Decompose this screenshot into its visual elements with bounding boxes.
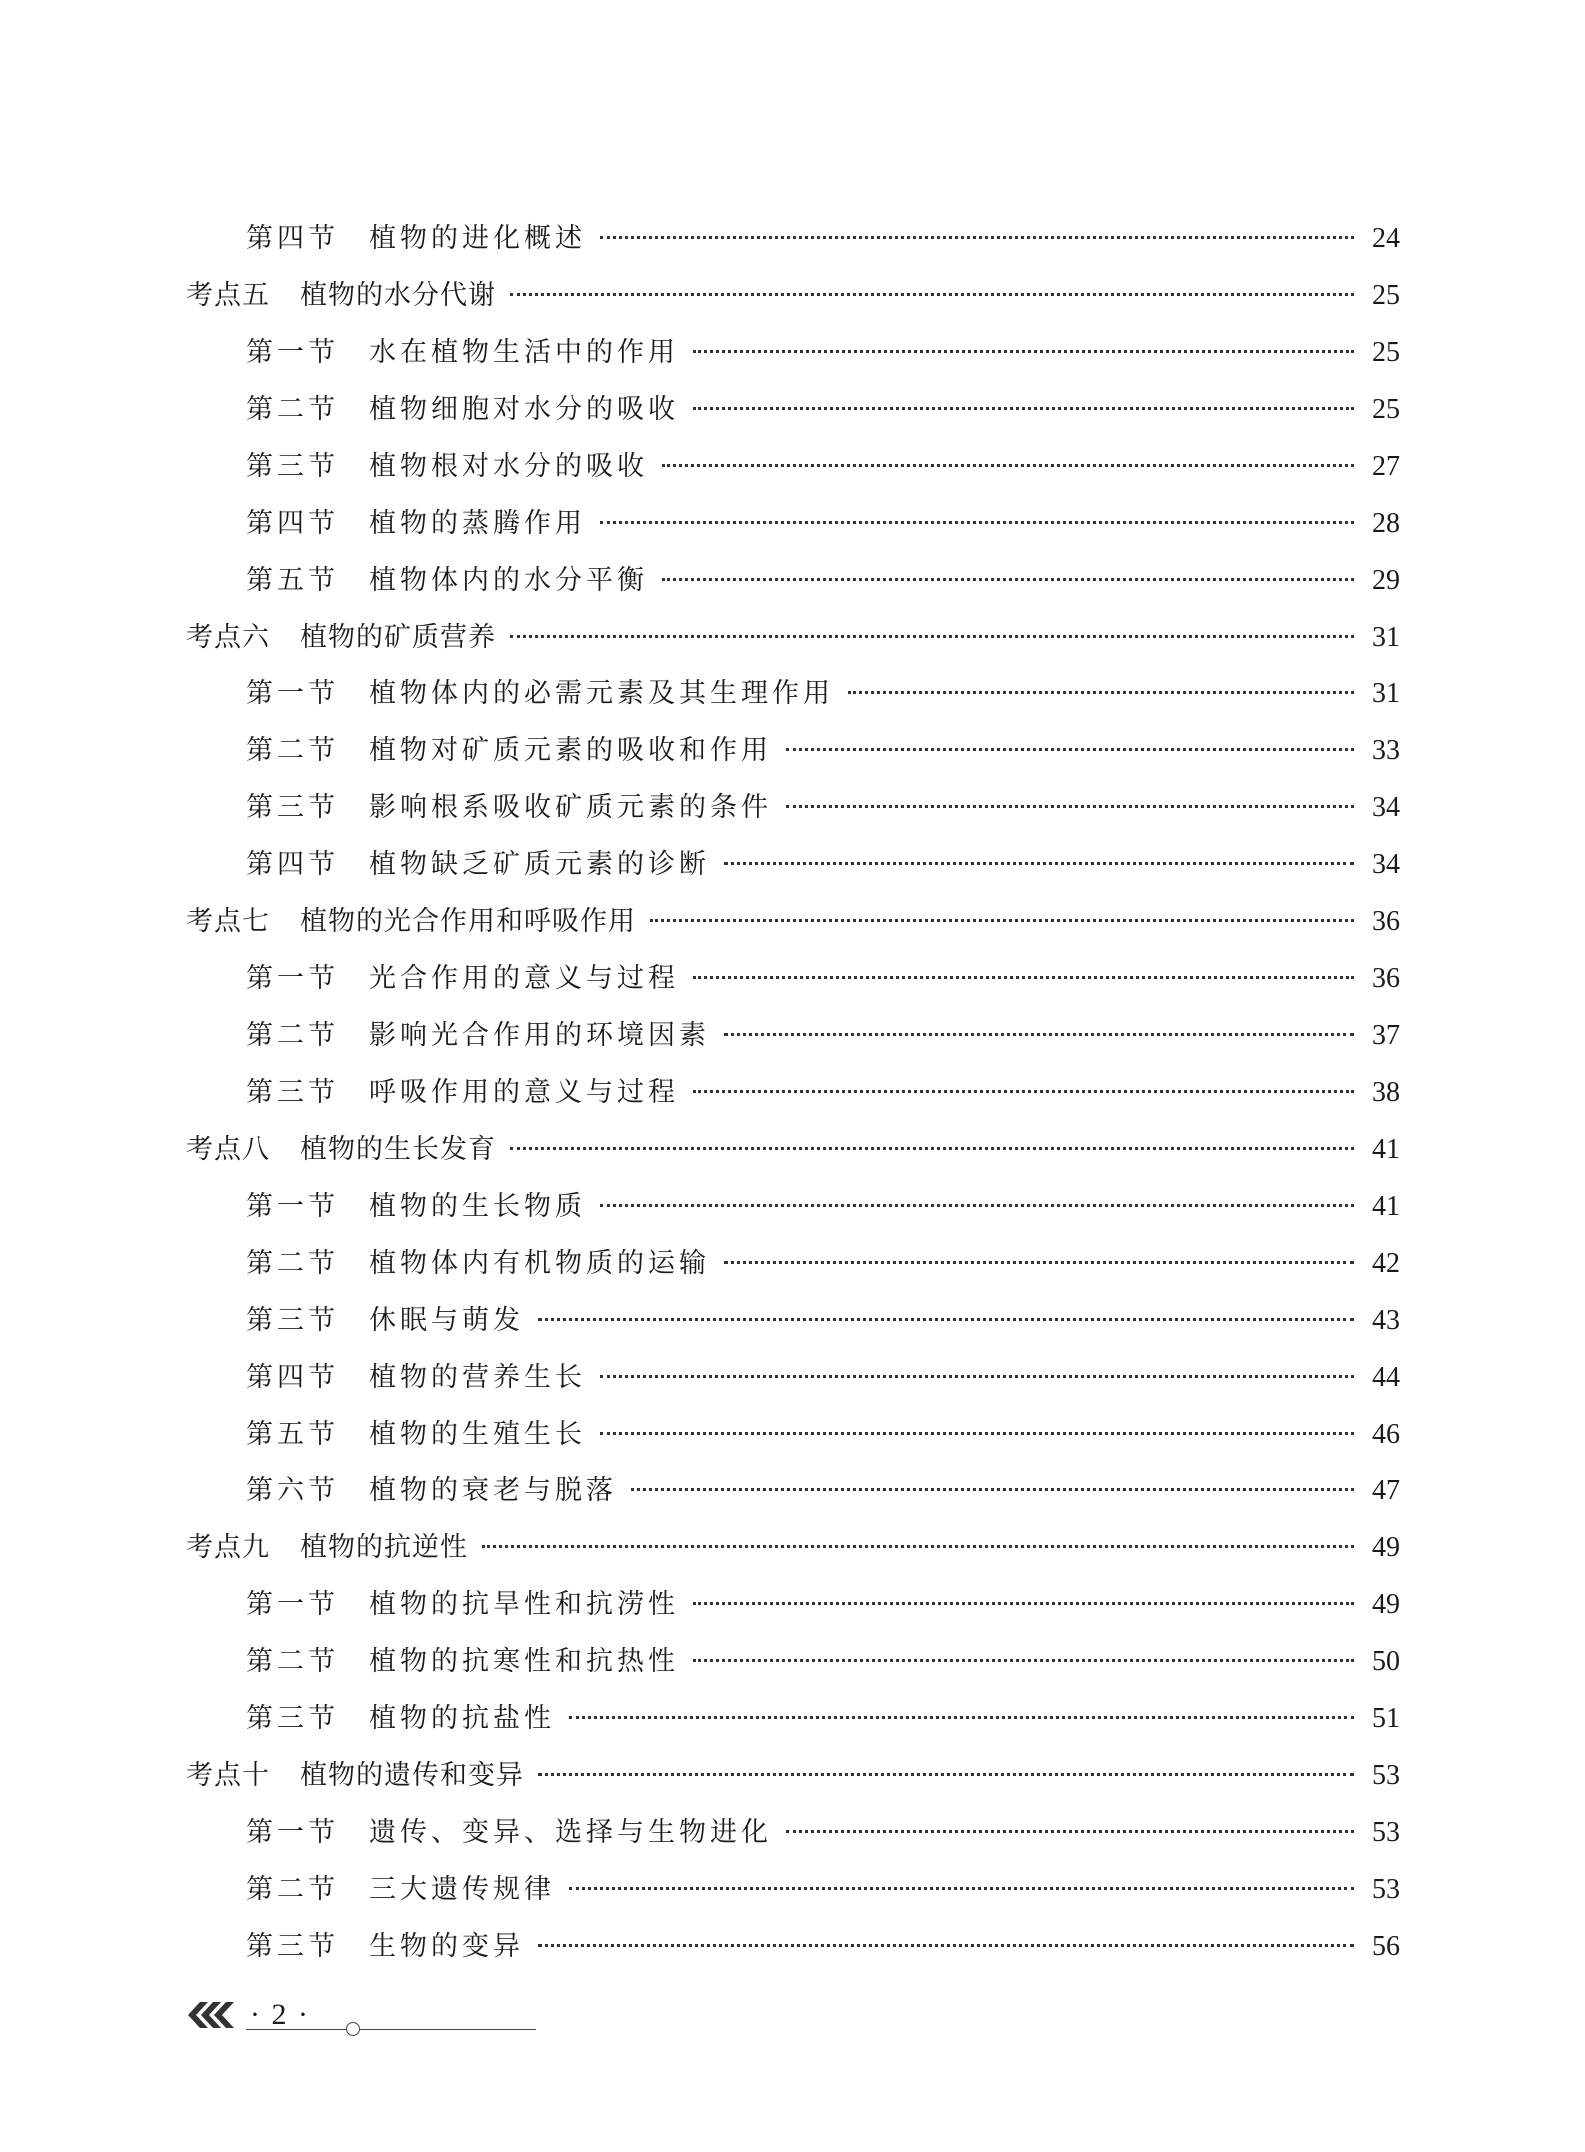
page-number: 46 xyxy=(1372,1419,1400,1450)
section-title: 植物根对水分的吸收 xyxy=(369,451,648,482)
page-number: 51 xyxy=(1372,1703,1400,1734)
section-number: 第一节 xyxy=(246,1191,339,1222)
leader-dots xyxy=(786,805,1354,808)
section-title: 植物的抗盐性 xyxy=(369,1703,555,1734)
section-title: 植物的衰老与脱落 xyxy=(369,1475,617,1506)
section-number: 第三节 xyxy=(246,792,339,823)
toc-entry-chapter[interactable] xyxy=(186,1528,1400,1568)
section-number: 第四节 xyxy=(246,1362,339,1393)
section-title: 植物的生殖生长 xyxy=(369,1419,586,1450)
page-number: 36 xyxy=(1372,963,1400,994)
section-number: 第三节 xyxy=(246,1305,339,1336)
page-number: 56 xyxy=(1372,1931,1400,1962)
section-title: 植物体内的水分平衡 xyxy=(369,565,648,596)
section-title: 植物缺乏矿质元素的诊断 xyxy=(369,849,710,880)
leader-dots xyxy=(693,1659,1354,1662)
leader-dots xyxy=(600,521,1354,524)
toc-entry-section[interactable] xyxy=(246,959,1400,999)
section-number: 第五节 xyxy=(246,565,339,596)
chevrons-left-icon xyxy=(186,2000,246,2030)
leader-dots xyxy=(693,1602,1354,1605)
leader-dots xyxy=(510,635,1354,638)
section-title: 植物的蒸腾作用 xyxy=(369,508,586,539)
leader-dots xyxy=(482,1545,1354,1548)
chapter-title: 植物的遗传和变异 xyxy=(300,1760,524,1791)
leader-dots xyxy=(786,1830,1354,1833)
section-title: 影响光合作用的环境因素 xyxy=(369,1020,710,1051)
section-number: 第一节 xyxy=(246,1589,339,1620)
section-number: 第五节 xyxy=(246,1419,339,1450)
leader-dots xyxy=(786,748,1354,751)
section-title: 植物体内有机物质的运输 xyxy=(369,1248,710,1279)
leader-dots xyxy=(600,1375,1354,1378)
leader-dots xyxy=(662,578,1354,581)
page-number: 41 xyxy=(1372,1134,1400,1165)
page-number: 53 xyxy=(1372,1760,1400,1791)
leader-dots xyxy=(724,1261,1354,1264)
section-title: 植物的进化概述 xyxy=(369,223,586,254)
section-number: 第一节 xyxy=(246,337,339,368)
leader-dots xyxy=(538,1944,1354,1947)
chapter-number: 考点九 xyxy=(186,1532,270,1563)
page-number: 27 xyxy=(1372,451,1400,482)
section-title: 水在植物生活中的作用 xyxy=(369,337,679,368)
section-title: 植物体内的必需元素及其生理作用 xyxy=(369,678,834,709)
chapter-number: 考点十 xyxy=(186,1760,270,1791)
chapter-title: 植物的抗逆性 xyxy=(300,1532,468,1563)
toc-entry-section[interactable] xyxy=(246,1813,1400,1853)
section-number: 第三节 xyxy=(246,1077,339,1108)
leader-dots xyxy=(600,1432,1354,1435)
page-number: 42 xyxy=(1372,1248,1400,1279)
toc-entry-chapter[interactable] xyxy=(186,276,1400,316)
page-number: 24 xyxy=(1372,223,1400,254)
page-number: 49 xyxy=(1372,1589,1400,1620)
section-number: 第四节 xyxy=(246,508,339,539)
page-number: 31 xyxy=(1372,622,1400,653)
section-number: 第四节 xyxy=(246,849,339,880)
toc-entry-section[interactable] xyxy=(246,1244,1400,1284)
section-number: 第二节 xyxy=(246,735,339,766)
section-title: 遗传、变异、选择与生物进化 xyxy=(369,1817,772,1848)
section-number: 第三节 xyxy=(246,1703,339,1734)
leader-dots xyxy=(600,236,1354,239)
toc-entry-section[interactable] xyxy=(246,1073,1400,1113)
leader-dots xyxy=(693,407,1354,410)
toc-entry-section[interactable] xyxy=(246,447,1400,487)
section-title: 植物的抗寒性和抗热性 xyxy=(369,1646,679,1677)
section-number: 第二节 xyxy=(246,394,339,425)
toc-entry-section[interactable] xyxy=(246,1358,1400,1398)
page-number: 53 xyxy=(1372,1817,1400,1848)
toc-entry-chapter[interactable] xyxy=(186,1756,1400,1796)
section-number: 第三节 xyxy=(246,451,339,482)
section-title: 植物的抗旱性和抗涝性 xyxy=(369,1589,679,1620)
page-number: 25 xyxy=(1372,394,1400,425)
leader-dots xyxy=(693,1090,1354,1093)
leader-dots xyxy=(662,464,1354,467)
page-number: 38 xyxy=(1372,1077,1400,1108)
toc-entry-section[interactable] xyxy=(246,561,1400,601)
leader-dots xyxy=(724,862,1354,865)
toc-entry-section[interactable] xyxy=(246,1642,1400,1682)
section-title: 植物对矿质元素的吸收和作用 xyxy=(369,735,772,766)
leader-dots xyxy=(693,976,1354,979)
toc-entry-chapter[interactable] xyxy=(186,902,1400,942)
toc-entry-section[interactable] xyxy=(246,1415,1400,1455)
page-number: 44 xyxy=(1372,1362,1400,1393)
section-number: 第二节 xyxy=(246,1646,339,1677)
chapter-number: 考点五 xyxy=(186,280,270,311)
page-number: 53 xyxy=(1372,1874,1400,1905)
toc-entry-section[interactable] xyxy=(246,504,1400,544)
toc-entry-section[interactable] xyxy=(246,1187,1400,1227)
toc-entry-section[interactable] xyxy=(246,1699,1400,1739)
section-number: 第二节 xyxy=(246,1248,339,1279)
leader-dots xyxy=(848,691,1354,694)
section-number: 第二节 xyxy=(246,1874,339,1905)
section-number: 第二节 xyxy=(246,1020,339,1051)
leader-dots xyxy=(569,1716,1354,1719)
page-number: 25 xyxy=(1372,337,1400,368)
section-number: 第三节 xyxy=(246,1931,339,1962)
leader-dots xyxy=(538,1773,1354,1776)
page-number: 43 xyxy=(1372,1305,1400,1336)
leader-dots xyxy=(693,350,1354,353)
chapter-number: 考点八 xyxy=(186,1134,270,1165)
leader-dots xyxy=(538,1318,1354,1321)
toc-entry-section[interactable] xyxy=(246,1471,1400,1511)
section-title: 三大遗传规律 xyxy=(369,1874,555,1905)
toc-entry-section[interactable] xyxy=(246,1016,1400,1056)
page-number: 34 xyxy=(1372,849,1400,880)
toc-entry-section[interactable] xyxy=(246,333,1400,373)
page-number: 29 xyxy=(1372,565,1400,596)
leader-dots xyxy=(724,1033,1354,1036)
section-title: 植物的营养生长 xyxy=(369,1362,586,1393)
leader-dots xyxy=(631,1488,1354,1491)
toc-entry-section[interactable] xyxy=(246,1585,1400,1625)
leader-dots xyxy=(510,293,1354,296)
footer-rule xyxy=(246,2029,536,2030)
section-number: 第一节 xyxy=(246,1817,339,1848)
section-title: 植物的生长物质 xyxy=(369,1191,586,1222)
leader-dots xyxy=(600,1204,1354,1207)
toc-entry-chapter[interactable] xyxy=(186,618,1400,658)
section-title: 生物的变异 xyxy=(369,1931,524,1962)
toc-entry-section[interactable] xyxy=(246,674,1400,714)
page-number: 28 xyxy=(1372,508,1400,539)
section-number: 第四节 xyxy=(246,223,339,254)
leader-dots xyxy=(650,919,1354,922)
leader-dots xyxy=(569,1887,1354,1890)
section-title: 光合作用的意义与过程 xyxy=(369,963,679,994)
toc-entry-section[interactable] xyxy=(246,1301,1400,1341)
page-number: 49 xyxy=(1372,1532,1400,1563)
section-title: 植物细胞对水分的吸收 xyxy=(369,394,679,425)
toc-entry-section[interactable] xyxy=(246,788,1400,828)
toc-entry-section[interactable] xyxy=(246,731,1400,771)
circle-icon xyxy=(346,2022,360,2036)
page-number: 33 xyxy=(1372,735,1400,766)
leader-dots xyxy=(510,1147,1354,1150)
section-title: 影响根系吸收矿质元素的条件 xyxy=(369,792,772,823)
toc-entry-chapter[interactable] xyxy=(186,1130,1400,1170)
page-number: 41 xyxy=(1372,1191,1400,1222)
page-number: 31 xyxy=(1372,678,1400,709)
chapter-title: 植物的生长发育 xyxy=(300,1134,496,1165)
page-footer xyxy=(186,1995,310,2035)
toc-entry-section[interactable] xyxy=(246,1927,1400,1967)
page-number: 34 xyxy=(1372,792,1400,823)
chapter-title: 植物的矿质营养 xyxy=(300,622,496,653)
section-title: 休眠与萌发 xyxy=(369,1305,524,1336)
chapter-number: 考点七 xyxy=(186,906,270,937)
toc-entry-section[interactable] xyxy=(246,1870,1400,1910)
section-number: 第一节 xyxy=(246,963,339,994)
chapter-title: 植物的光合作用和呼吸作用 xyxy=(300,906,636,937)
footer-page-number: · 2 · xyxy=(250,1998,310,2031)
section-number: 第六节 xyxy=(246,1475,339,1506)
page-number: 25 xyxy=(1372,280,1400,311)
toc-entry-section[interactable] xyxy=(246,845,1400,885)
section-title: 呼吸作用的意义与过程 xyxy=(369,1077,679,1108)
toc-entry-section[interactable] xyxy=(246,390,1400,430)
section-number: 第一节 xyxy=(246,678,339,709)
page-number: 47 xyxy=(1372,1475,1400,1506)
page-number: 37 xyxy=(1372,1020,1400,1051)
toc-entry-section[interactable] xyxy=(246,219,1400,259)
chapter-title: 植物的水分代谢 xyxy=(300,280,496,311)
chapter-number: 考点六 xyxy=(186,622,270,653)
page-number: 36 xyxy=(1372,906,1400,937)
page-number: 50 xyxy=(1372,1646,1400,1677)
